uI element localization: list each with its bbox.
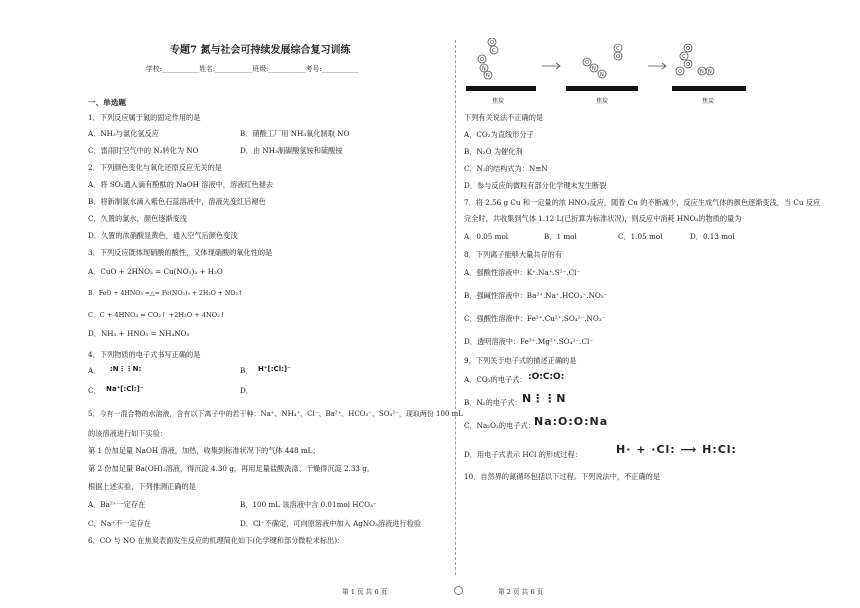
q9-option-a-label: A．CO₂的电子式： (464, 375, 527, 384)
question-9-stem: 9．下列关于电子式的描述正确的是 (464, 356, 577, 365)
q7-option-a: A．0.05 mol (464, 232, 509, 241)
q1-option-b: B．硝酸工厂用 NH₃氧化制取 NO (240, 129, 350, 138)
svg-text:O: O (585, 60, 589, 66)
svg-text:C: C (492, 48, 496, 54)
q9-option-d-formula: H· + ·Cl: ⟶ H:Cl: (616, 443, 737, 456)
q5-option-c: C．Na⁺不一定存在 (88, 519, 151, 528)
q5-line-5: 根据上述实验，下列推测正确的是 (88, 482, 196, 491)
q8-option-c: C．强酸性溶液中：Fe²⁺.Cu²⁺.SO₄²⁻.NO₃⁻ (464, 314, 606, 323)
coke-label-1: 焦炭 (492, 98, 505, 105)
q1-option-a: A．NH₃与氯化氢反应 (88, 129, 159, 138)
q6-option-d: D．参与反应的微粒有部分化学键未发生断裂 (464, 181, 607, 190)
question-3-stem: 3．下列反应既体现硝酸的酸性，又体现硝酸的氧化性的是 (88, 248, 273, 257)
coke-bar-3 (672, 86, 746, 91)
q7-option-c: C．1.05 mol (618, 232, 663, 241)
q4-option-c-formula: Na⁺[:Cl:]⁻ (106, 385, 144, 393)
question-5-stem: 5．今有一混合物的水溶液，含有以下离子中的若干种：Na⁺、NH₄⁺、Cl⁻、Ba²⁺、HCO₃⁻、SO₄²⁻，现取两份 100 mL (88, 410, 463, 418)
q2-option-a: A．将 SO₂通入滴有酚酞的 NaOH 溶液中，溶液红色褪去 (88, 180, 274, 189)
question-10-stem: 10．自然界的氮循环包括以下过程。下列说法中，不正确的是 (464, 472, 661, 481)
q9-option-c-label: C．Na₂O₂的电子式： (464, 421, 535, 430)
q4-option-c-label: C． (88, 386, 101, 395)
section-heading: 一、单选题 (88, 98, 126, 107)
q5-line-4: 第 2 份加足量 Ba(OH)₂溶液，得沉淀 4.30 g，再用足量盐酸洗涤、干燥得沉淀 2.33 g。 (88, 464, 375, 473)
svg-text:O: O (678, 69, 682, 75)
coke-bar-1 (466, 86, 536, 91)
q3-option-c: C．C + 4HNO₃ = CO₂↑ +2H₂O + 4NO₂↑ (88, 311, 226, 319)
svg-text:N: N (708, 69, 712, 75)
svg-text:N: N (486, 73, 490, 79)
footer-page-2: 第 2 页 共 6 页 (498, 588, 544, 596)
q5-option-d: D．Cl⁻不确定，可向原溶液中加入 AgNO₃溶液进行检验 (240, 519, 422, 528)
svg-text:N: N (592, 66, 596, 72)
q4-option-a-label: A． (88, 366, 101, 375)
q4-option-d-label: D． (240, 386, 253, 395)
svg-text:O: O (490, 40, 494, 46)
question-2-stem: 2．下列颜色变化与氧化还原反应无关的是 (88, 163, 222, 172)
q8-option-b: B．强碱性溶液中：Ba²⁺.Na⁺.HCO₃⁻.NO₃⁻ (464, 291, 608, 300)
question-4-stem: 4．下列物质的电子式书写正确的是 (88, 350, 201, 359)
q8-option-a: A．强酸性溶液中：K⁺.Na⁺.S²⁻.Cl⁻ (464, 268, 581, 277)
svg-text:O: O (616, 54, 620, 60)
page-divider (455, 40, 457, 575)
coke-bar-2 (566, 86, 638, 91)
q2-option-d: D．久置的浓硝酸显黄色，通入空气后颜色变浅 (88, 231, 238, 240)
svg-text:N: N (700, 69, 704, 75)
q4-option-b-formula: H⁺[:Cl:]⁻ (258, 365, 291, 373)
q2-option-b: B．将新制氯水滴入紫色石蕊溶液中，溶液先变红后褪色 (88, 197, 266, 206)
q9-option-c-formula: Na:O:O:Na (534, 415, 609, 428)
q5-line-2: 的该溶液进行如下实验： (88, 429, 168, 438)
q9-option-d-label: D．用电子式表示 HCl 的形成过程： (464, 450, 582, 459)
q3-option-a: A．CuO + 2HNO₃ = Cu(NO₃)₂ + H₂O (88, 267, 223, 276)
svg-text:O: O (480, 57, 484, 63)
binding-hole-icon (454, 586, 463, 595)
coke-label-3: 焦炭 (702, 98, 715, 105)
question-8-stem: 8．下列离子能够大量共存的有 (464, 250, 563, 259)
q4-option-a-formula: :N⋮⋮N: (110, 365, 142, 373)
q3-option-b: B．FeO + 4HNO₃ =△= Fe(NO₃)₃ + 2H₂O + NO₂↑ (88, 290, 244, 297)
q3-option-d: D．NH₃ + HNO₃ = NH₄NO₃ (88, 329, 190, 338)
q9-option-b-formula: N⋮⋮N (522, 392, 567, 405)
svg-text:N: N (600, 72, 604, 78)
question-6-stem: 6．CO 与 NO 在焦炭表面发生反应的机理简化如下(化学键和部分微粒未标出)： (88, 536, 345, 545)
svg-text:O: O (686, 46, 690, 52)
q6-option-b: B．N₂O 为催化剂 (464, 147, 523, 156)
q1-option-d: D．由 NH₃制碳酸氢铵和硫酸铵 (240, 146, 343, 155)
question-7-line-2: 完全时，共收集到气体 1.12 L(已折算为标准状况)，则反应中消耗 HNO₃的物质的量为 (464, 214, 742, 223)
svg-text:O: O (686, 62, 690, 68)
q7-option-b: B．1 mol (544, 232, 577, 241)
q2-option-c: C．久置的氯水，颜色逐渐变浅 (88, 214, 187, 223)
q5-option-b: B．100 mL 该溶液中含 0.01mol HCO₃⁻ (240, 500, 377, 509)
q7-option-d: D．0.13 mol (690, 232, 735, 241)
q8-option-d: D．透明溶液中：Fe³⁺.Mg²⁺.SO₄²⁻.Cl⁻ (464, 337, 594, 346)
footer-page-1: 第 1 页 共 6 页 (342, 588, 388, 596)
q4-option-b-label: B． (240, 366, 253, 375)
svg-text:N: N (482, 66, 486, 72)
q5-line-3: 第 1 份加足量 NaOH 溶液，加热，收集到标准状况下的气体 448 mL； (88, 446, 320, 455)
mechanism-diagram (462, 38, 792, 108)
q6-option-a: A．CO₂为直线形分子 (464, 130, 534, 139)
page-title: 专题7 氮与社会可持续发展综合复习训练 (170, 45, 351, 56)
q9-option-b-label: B．N₂的电子式： (464, 398, 522, 407)
q6-followup: 下列有关说法不正确的是 (464, 113, 544, 122)
q5-option-a: A．Ba²⁺一定存在 (88, 500, 146, 509)
question-7-line-1: 7．将 2.56 g Cu 和一定量的浓 HNO₃反应，随着 Cu 的不断减少，反应生成气体的颜色逐渐变浅，当 Cu 反应 (464, 198, 821, 207)
q1-option-c: C．雷雨时空气中的 N₂转化为 NO (88, 146, 199, 155)
student-info-line: 学校:___________姓名:___________班级:___________考号:___________ (146, 65, 360, 73)
svg-text:C: C (616, 46, 620, 52)
q9-option-a-formula: :O:C:O: (528, 372, 565, 382)
coke-label-2: 焦炭 (596, 98, 609, 105)
question-1-stem: 1．下列反应属于氮的固定作用的是 (88, 113, 201, 122)
svg-text:C: C (682, 54, 686, 60)
q6-option-c: C．N₂的结构式为：N≡N (464, 164, 548, 173)
